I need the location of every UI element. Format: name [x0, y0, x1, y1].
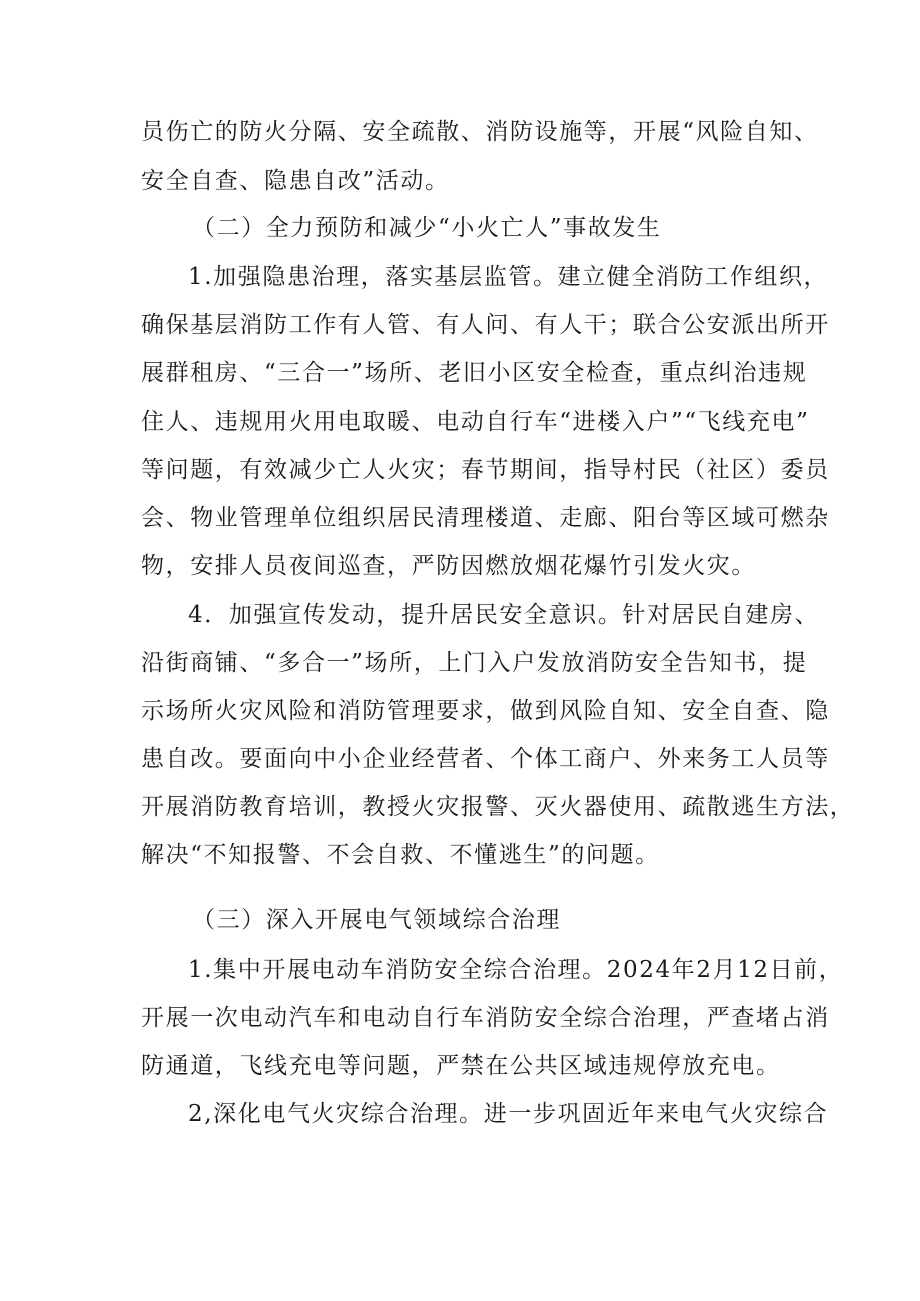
paragraph-line: 会、物业管理单位组织居民清理楼道、走廊、阳台等区域可燃杂: [141, 505, 830, 531]
paragraph-line: 沿街商铺、“多合一”场所，上门入户发放消防安全告知书，提: [141, 650, 808, 676]
paragraph-line: 防通道，飞线充电等问题，严禁在公共区域违规停放充电。: [141, 1053, 781, 1079]
paragraph-line: 住人、违规用火用电取暖、电动自行车“进楼入户”“飞线充电”: [141, 409, 810, 435]
section-heading: （二）全力预防和减少“小火亡人”事故发生: [192, 215, 662, 241]
paragraph-line: 解决“不知报警、不会自救、不懂逃生”的问题。: [141, 842, 660, 868]
paragraph-line: 安全自查、隐患自改”活动。: [141, 168, 450, 194]
paragraph-line: 1.加强隐患治理，落实基层监管。建立健全消防工作组织，: [188, 264, 829, 290]
paragraph-line: 1.集中开展电动车消防安全综合治理。2024年2月12日前，: [188, 957, 844, 983]
paragraph-line: 开展消防教育培训，教授火灾报警、灭火器使用、疏散逃生方法，: [141, 794, 855, 820]
paragraph-line: 2,深化电气火灾综合治理。进一步巩固近年来电气火灾综合: [188, 1101, 829, 1127]
paragraph-line: 示场所火灾风险和消防管理要求，做到风险自知、安全自查、隐: [141, 698, 830, 724]
paragraph-line: 展群租房、“三合一”场所、老旧小区安全检查，重点纠治违规: [141, 360, 808, 386]
paragraph-line: 确保基层消防工作有人管、有人问、有人干；联合公安派出所开: [141, 312, 830, 338]
paragraph-line: 4．加强宣传发动，提升居民安全意识。针对居民自建房、: [188, 602, 820, 628]
paragraph-line: 开展一次电动汽车和电动自行车消防安全综合治理，严查堵占消: [141, 1005, 830, 1031]
section-heading: （三）深入开展电气领域综合治理: [192, 907, 561, 933]
paragraph-line: 员伤亡的防火分隔、安全疏散、消防设施等，开展“风险自知、: [141, 119, 819, 145]
paragraph-line: 等问题，有效减少亡人火灾；春节期间，指导村民（社区）委员: [141, 457, 830, 483]
paragraph-line: 物，安排人员夜间巡查，严防因燃放烟花爆竹引发火灾。: [141, 553, 756, 579]
paragraph-line: 患自改。要面向中小企业经营者、个体工商户、外来务工人员等: [141, 746, 830, 772]
